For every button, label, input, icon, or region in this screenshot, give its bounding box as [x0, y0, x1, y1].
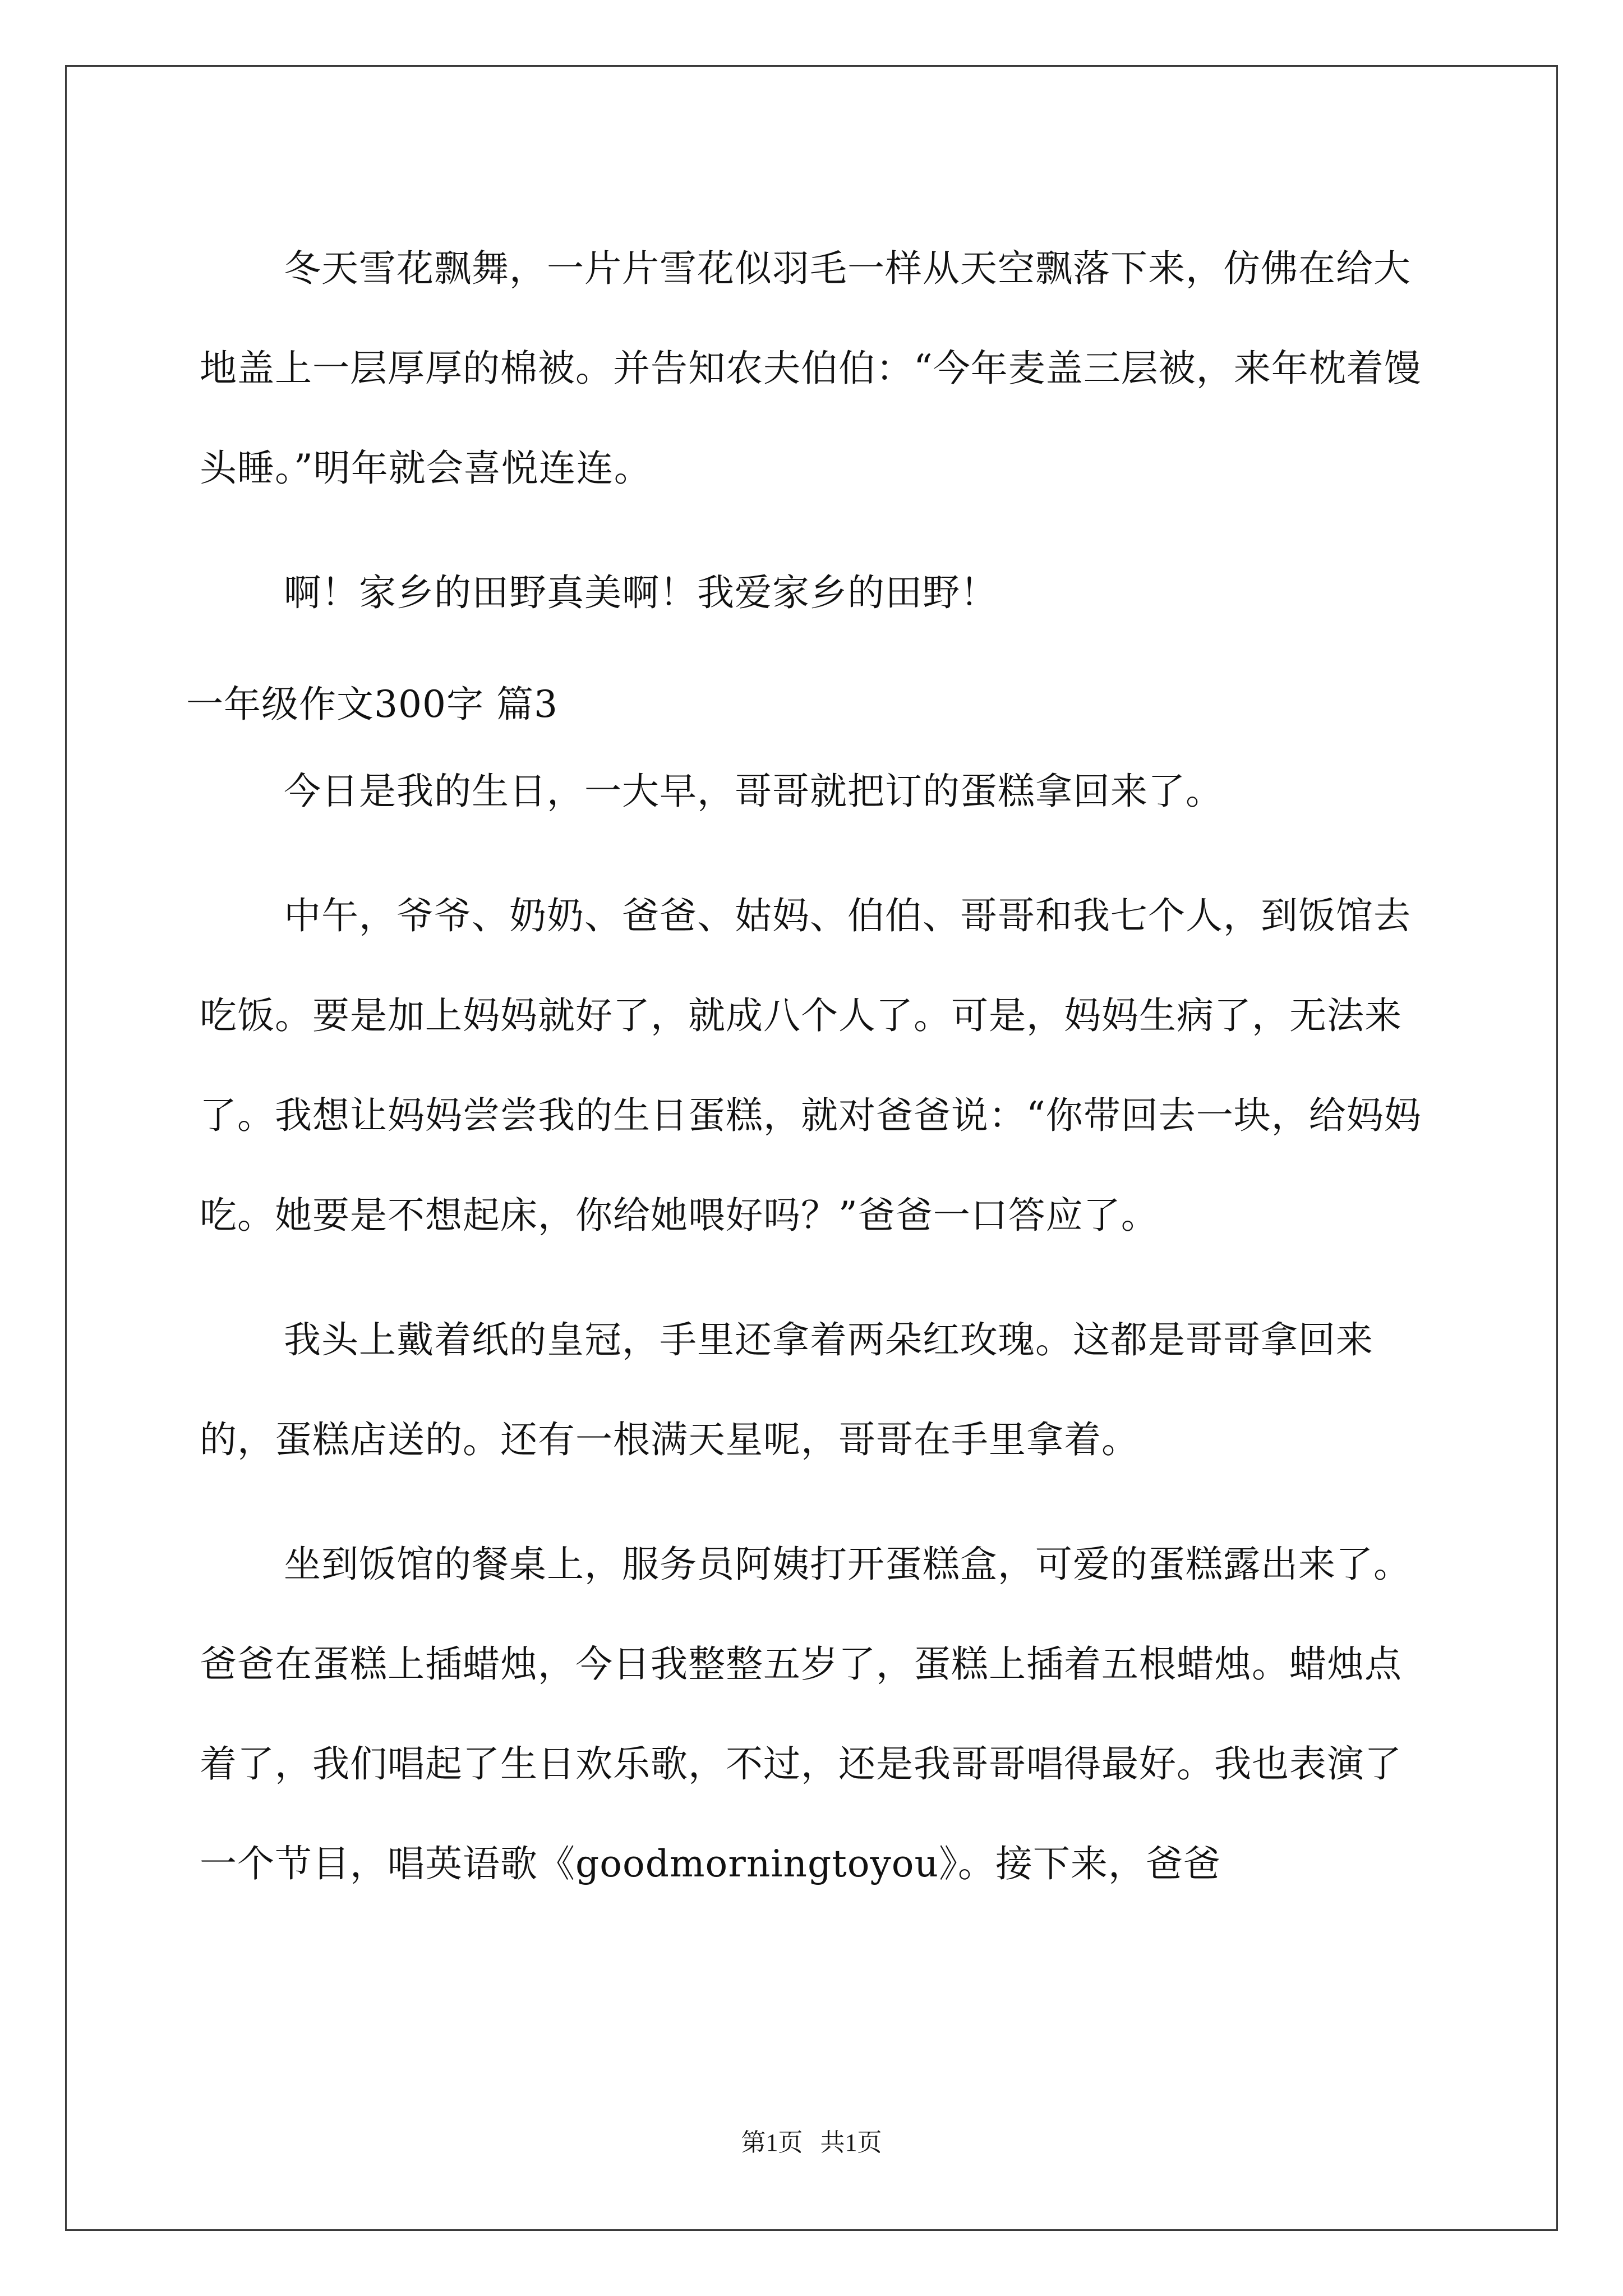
- paragraph-winter: 冬天雪花飘舞，一片片雪花似羽毛一样从天空飘落下来，仿佛在给大地盖上一层厚厚的棉被。并告知农夫伯伯：“今年麦盖三层被，来年枕着馒头睡。”明年就会喜悦连连。: [200, 247, 1422, 490]
- paragraph-crown: 我头上戴着纸的皇冠，手里还拿着两朵红玫瑰。这都是哥哥拿回来的，蛋糕店送的。还有一根满天星呢，哥哥在手里拿着。: [200, 1318, 1373, 1461]
- paragraph-exclamation: 啊！家乡的田野真美啊！我爱家乡的田野！: [284, 571, 998, 614]
- paragraph-birthday: 今日是我的生日，一大早，哥哥就把订的蛋糕拿回来了。: [284, 770, 1223, 813]
- page-number: 第1页: [741, 2129, 803, 2156]
- page-total: 共1页: [820, 2129, 882, 2156]
- document-body: [186, 219, 1439, 1939]
- page-footer: [0, 2126, 1623, 2160]
- section-heading: 一年级作文300字 篇3: [186, 683, 558, 726]
- paragraph-cake: 坐到饭馆的餐桌上，服务员阿姨打开蛋糕盒，可爱的蛋糕露出来了。爸爸在蛋糕上插蜡烛，今日我整整五岁了，蛋糕上插着五根蜡烛。蜡烛点着了，我们唱起了生日欢乐歌，不过，还是我哥哥唱得最好。我也表演了一个节目，唱英语歌《goodmorningtoyou》。接下来，爸爸: [200, 1543, 1411, 1885]
- paragraph-noon: 中午，爷爷、奶奶、爸爸、姑妈、伯伯、哥哥和我七个人，到饭馆去吃饭。要是加上妈妈就好了，就成八个人了。可是，妈妈生病了，无法来了。我想让妈妈尝尝我的生日蛋糕，就对爸爸说：“你带回去一块，给妈妈吃。她要是不想起床，你给她喂好吗？”爸爸一口答应了。: [200, 894, 1422, 1237]
